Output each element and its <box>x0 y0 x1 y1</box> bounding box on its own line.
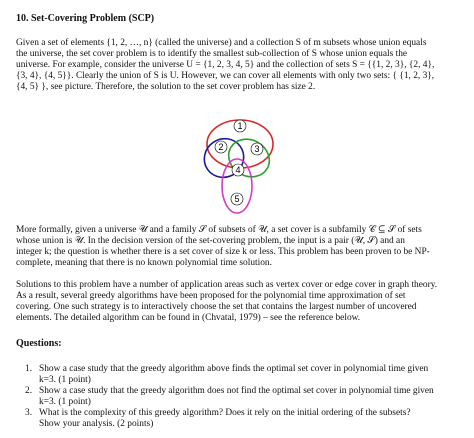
question-text: k=3. (1 point) <box>39 375 91 385</box>
element-1-label: 1 <box>237 121 243 131</box>
intro-line: the universe, the set cover problem is to identify the smallest sub-collection of S whose union equals the <box>16 49 408 59</box>
formal-line: complete, meaning that there is no known polynomial time solution. <box>16 258 272 268</box>
set-cover-venn-diagram <box>196 112 286 216</box>
applications-line: Solutions to this problem have a number of application areas such as vertex cover or edge cover in graph theory. <box>16 280 438 290</box>
questions-heading: Questions: <box>16 338 62 349</box>
question-text: Show your analysis. (2 points) <box>39 419 154 429</box>
element-4-label: 4 <box>235 165 241 175</box>
element-3-label: 3 <box>254 144 260 154</box>
question-number: 3. <box>25 408 33 418</box>
question-text: k=3. (1 point) <box>39 397 91 407</box>
intro-line: {3, 4}, {4, 5}}. Clearly the union of S is U. However, we can cover all elements with only two sets: { {1, 2, 3}, <box>16 71 435 81</box>
formal-line: integer k; the question is whether there is a set cover of size k or less. This problem has been proven to be NP- <box>16 247 430 257</box>
question-text: What is the complexity of this greedy algorithm? Does it rely on the initial ordering of the subsets? <box>39 408 411 418</box>
intro-line: universe. For example, consider the universe U = {1, 2, 3, 4, 5} and the collection of sets S = {{1, 2, 3}, {2, 4}, <box>16 60 435 70</box>
applications-line: As a result, several greedy algorithms have been proposed for the polynomial time approximation of set <box>16 291 406 301</box>
formal-line: More formally, given a universe 𝒰 and a family 𝒮 of subsets of 𝒰, a set cover is a subfamily 𝒞 ⊆ 𝒮 of sets <box>16 225 422 235</box>
applications-line: covering. One such strategy is to interactively choose the set that contains the largest number of uncovered <box>16 302 417 312</box>
section-title: 10. Set-Covering Problem (SCP) <box>16 13 155 24</box>
element-2-label: 2 <box>218 142 224 152</box>
formal-line: whose union is 𝒰. In the decision version of the set-covering problem, the input is a pair (𝒰, 𝒮) and an <box>16 236 405 246</box>
applications-line: elements. The detailed algorithm can be found in (Chvatal, 1979) – see the reference below. <box>16 313 361 323</box>
element-5-label: 5 <box>234 194 240 204</box>
question-number: 1. <box>25 364 33 374</box>
question-number: 2. <box>25 386 33 396</box>
intro-line: Given a set of elements {1, 2, …, n} (called the universe) and a collection S of m subsets whose union equals <box>16 38 427 48</box>
question-text: Show a case study that the greedy algorithm does not find the optimal set cover in polynomial time given <box>39 386 434 396</box>
question-text: Show a case study that the greedy algorithm above finds the optimal set cover in polynomial time given <box>39 364 429 374</box>
intro-line: {4, 5} }, see picture. Therefore, the solution to the set cover problem has size 2. <box>16 82 316 92</box>
